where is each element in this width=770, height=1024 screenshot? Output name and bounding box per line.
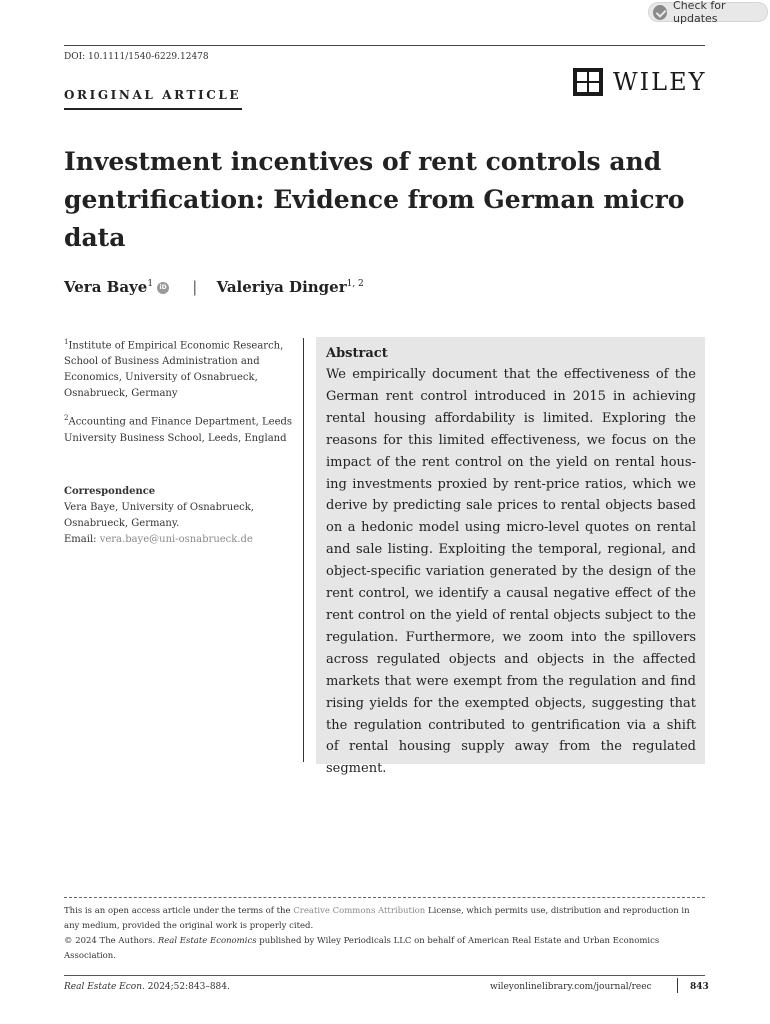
affiliation [64,334,292,402]
author-name[interactable]: Valeriya Dinger [216,278,347,296]
journal-abbrev: Real Estate Econ. [64,982,145,992]
license-pre: This is an open access article under the terms of the [64,906,294,916]
footer-rule [64,897,705,898]
orcid-icon[interactable]: iD [157,282,169,294]
correspondence [64,484,292,548]
author-affil-marker: 1 [147,279,154,289]
correspondence-email-line [64,532,292,548]
copyright-text [64,934,705,964]
publisher-logo [573,68,706,96]
page-separator [677,978,678,993]
email-link[interactable]: vera.baye@uni-osnabrueck.de [99,534,253,545]
bottom-rule [64,975,705,976]
check-for-updates-label: Check for updates [673,0,726,25]
license-link[interactable]: Creative Commons Attribution [293,906,426,916]
column-divider [303,338,304,762]
doi[interactable]: DOI: 10.1111/1540-6229.12478 [64,52,209,62]
affiliation-number: 1 [64,338,69,346]
copyright-journal: Real Estate Economics [157,936,257,946]
section-underline [64,108,242,110]
section-label: ORIGINAL ARTICLE [64,88,242,102]
author-separator: | [192,278,198,296]
affiliation-text: Institute of Empirical Economic Research, School of Business Administration and Economics, University of Osnabrueck, Osnabrueck, Germany [64,340,284,400]
correspondence-heading: Correspondence [64,486,156,497]
affiliation-number: 2 [64,414,69,423]
page-number: 843 [690,982,709,992]
email-label: Email: [64,534,100,545]
copyright-pre: © 2024 The Authors. [64,936,158,946]
abstract-heading: Abstract [326,346,388,361]
journal-volume: 2024;52:843–884. [144,982,230,992]
journal-url[interactable]: wileyonlinelibrary.com/journal/reec [490,982,652,992]
affiliation-text: Accounting and Finance Department, Leeds University Business School, Leeds, England [64,416,293,444]
license-text [64,904,705,934]
license-notice [64,904,705,964]
wiley-logo-icon [573,68,603,96]
author-name[interactable]: Vera Baye [64,278,148,296]
affiliation [64,410,292,446]
abstract-text: We empirically document that the effectiveness of the German rent control introduced in 2015 in achieving rental housing affordability is limited. Exploring the reasons for this limited effectiveness, we focus on the impact of the rent control on the yield on rental housing investments proxied by rent-price ratios, which we derive by predicting sale prices to rental objects based on a hedonic model using micro-level quotes on rental and sale listing. Exploiting the temporal, regional, and object-specific variation generated by the design of the rent control, we identify a causal negative effect of the rent control on the yield of rental objects subject to the regulation. Furthermore, we zoom into the spillovers across regulated objects and objects in the affected markets that were exempt from the regulation and find rising yields for the exempted objects, suggesting that the regulation contributed to gentrification via a shift of rental housing supply away from the regulated segment. [326,367,696,777]
check-for-updates-button[interactable] [648,0,768,25]
correspondence-line: Osnabrueck, Germany. [64,518,180,529]
author-affil-marker: 1, 2 [346,279,364,289]
copyright-post: published by Wiley Periodicals LLC on behalf of American Real Estate and Urban Economics Association. [64,936,660,961]
journal-reference [64,982,230,992]
check-updates-icon [653,5,667,20]
abstract-box [316,337,705,777]
header-rule [64,45,705,46]
author-list [64,278,364,296]
correspondence-line: Vera Baye, University of Osnabrueck, [64,502,254,513]
article-title: Investment incentives of rent controls and gentrification: Evidence from German micro data [64,147,685,252]
license-post: License, which permits use, distribution and reproduction in any medium, provided the original work is properly cited. [64,906,690,931]
affiliations [64,334,292,455]
publisher-name: WILEY [613,68,707,96]
